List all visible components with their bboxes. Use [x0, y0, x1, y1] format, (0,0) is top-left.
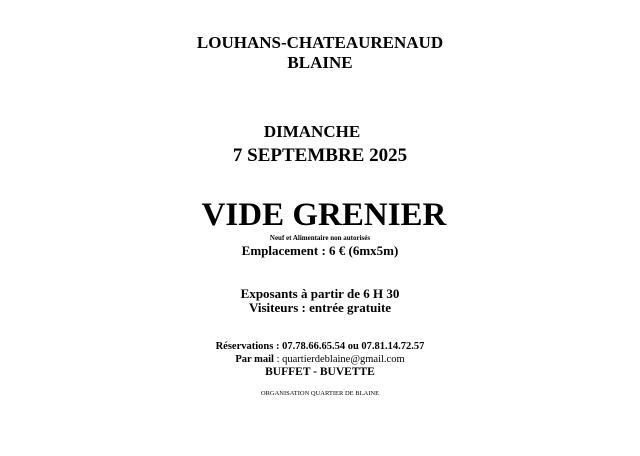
event-day: DIMANCHE	[263, 122, 361, 141]
organiser-credit: ORGANISATION QUARTIER DE BLAINE	[260, 390, 380, 397]
visitor-entry: Visiteurs : entrée gratuite	[248, 300, 392, 315]
mail-label: Par mail	[235, 354, 274, 365]
mail-address: quartierdeblaine@gmail.com	[282, 354, 405, 365]
exhibitor-hours: Exposants à partir de 6 H 30	[240, 286, 400, 301]
mail-separator: :	[273, 354, 283, 365]
town-name-line-2: BLAINE	[287, 53, 353, 72]
reservation-phones: Réservations : 07.78.66.65.54 ou 07.81.14.72.57	[215, 341, 425, 352]
event-date: 7 SEPTEMBRE 2025	[232, 145, 408, 166]
pitch-fee: Emplacement : 6 € (6mx5m)	[241, 243, 399, 258]
event-title: VIDE GRENIER	[201, 197, 447, 233]
restriction-note: Neuf et Alimentaire non autorisés	[269, 234, 371, 242]
buffet-notice: BUFFET - BUVETTE	[265, 366, 375, 378]
town-name-line-1: LOUHANS-CHATEAURENAUD	[196, 33, 444, 52]
mail-contact	[0, 355, 640, 366]
